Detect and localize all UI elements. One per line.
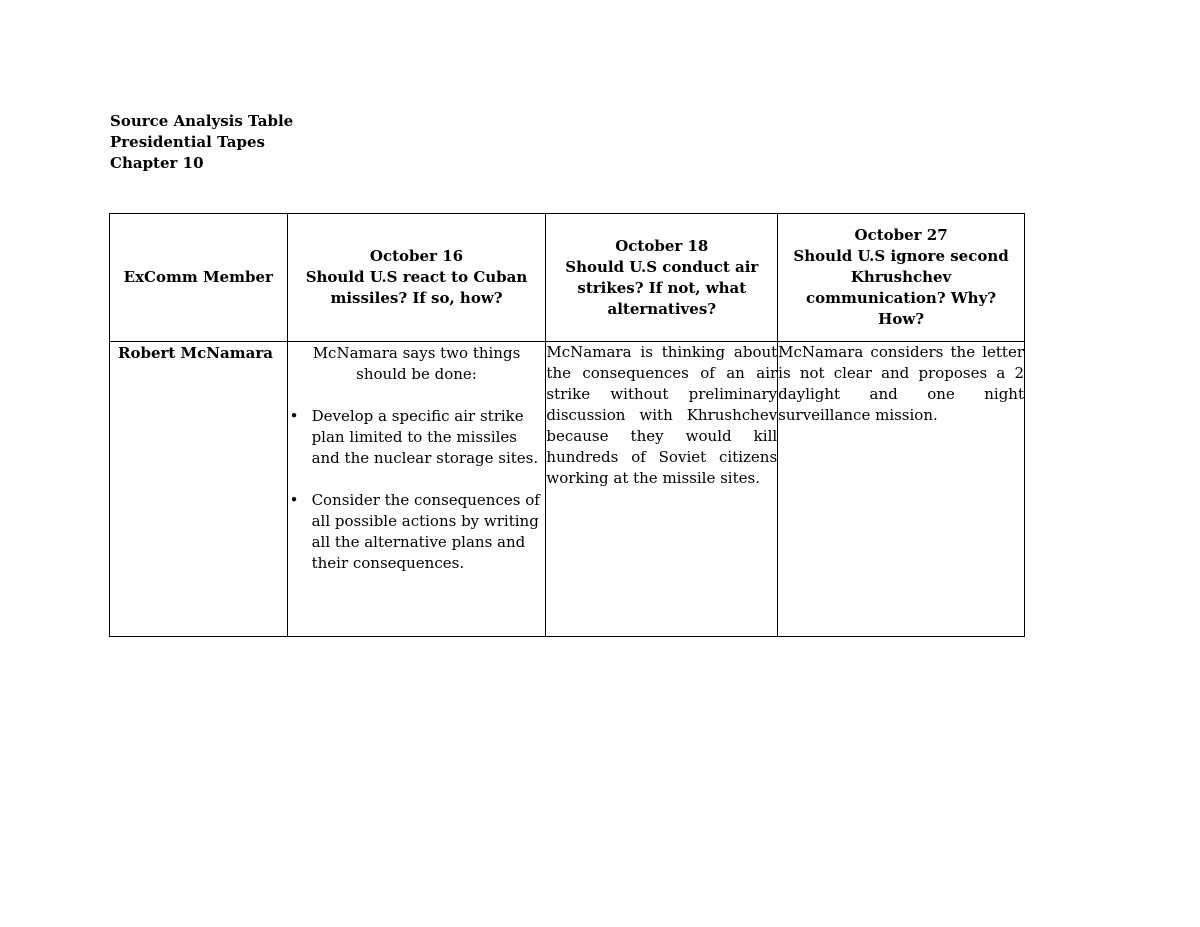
document-heading [110, 111, 293, 174]
header-oct18-date: October 18 [615, 236, 709, 255]
header-oct16-date: October 16 [369, 247, 464, 265]
oct16-bullet-text: Consider the consequences of all possible actions by writing all the alternative plans and their consequences. [311, 491, 540, 572]
oct27-response-text: McNamara considers the letter is not clear and proposes a 2 daylight and one night surveillance mission. [778, 343, 1024, 424]
document-subtitle: Presidential Tapes [110, 133, 265, 151]
member-name: Robert McNamara [118, 344, 273, 362]
table-row [110, 342, 1025, 637]
source-analysis-table [109, 213, 1025, 637]
oct16-intro: McNamara says two things should be done: [312, 344, 521, 383]
bullet-icon: • [289, 407, 299, 425]
list-item [288, 406, 546, 469]
header-oct18-question: Should U.S conduct air strikes? If not, what alternatives? [565, 257, 759, 318]
header-october-16 [287, 214, 546, 342]
oct18-response-text: McNamara is thinking about the consequences of an air strike without preliminary discussion with Khrushchev because they would kill hundreds of Soviet citizens working at the missile sites. [546, 343, 778, 487]
document-chapter: Chapter 10 [110, 154, 204, 172]
oct16-bullet-text: Develop a specific air strike plan limited to the missiles and the nuclear storage sites. [311, 407, 539, 467]
header-member-label: ExComm Member [123, 268, 273, 286]
header-excomm-member [110, 214, 288, 342]
oct16-response-cell [287, 342, 546, 637]
member-cell [110, 342, 288, 637]
oct16-bullet-list [288, 406, 546, 574]
document-title: Source Analysis Table [110, 112, 294, 130]
list-item [288, 490, 546, 574]
header-oct16-question: Should U.S react to Cuban missiles? If so, how? [305, 268, 528, 307]
header-oct27-question: Should U.S ignore second Khrushchev communication? Why? How? [793, 247, 1009, 328]
bullet-icon: • [289, 491, 299, 509]
table-header-row [110, 214, 1025, 342]
oct18-response-cell [546, 342, 778, 637]
header-oct27-date: October 27 [854, 226, 948, 244]
header-october-27 [778, 214, 1025, 342]
header-october-18 [546, 214, 778, 342]
oct27-response-cell [778, 342, 1025, 637]
